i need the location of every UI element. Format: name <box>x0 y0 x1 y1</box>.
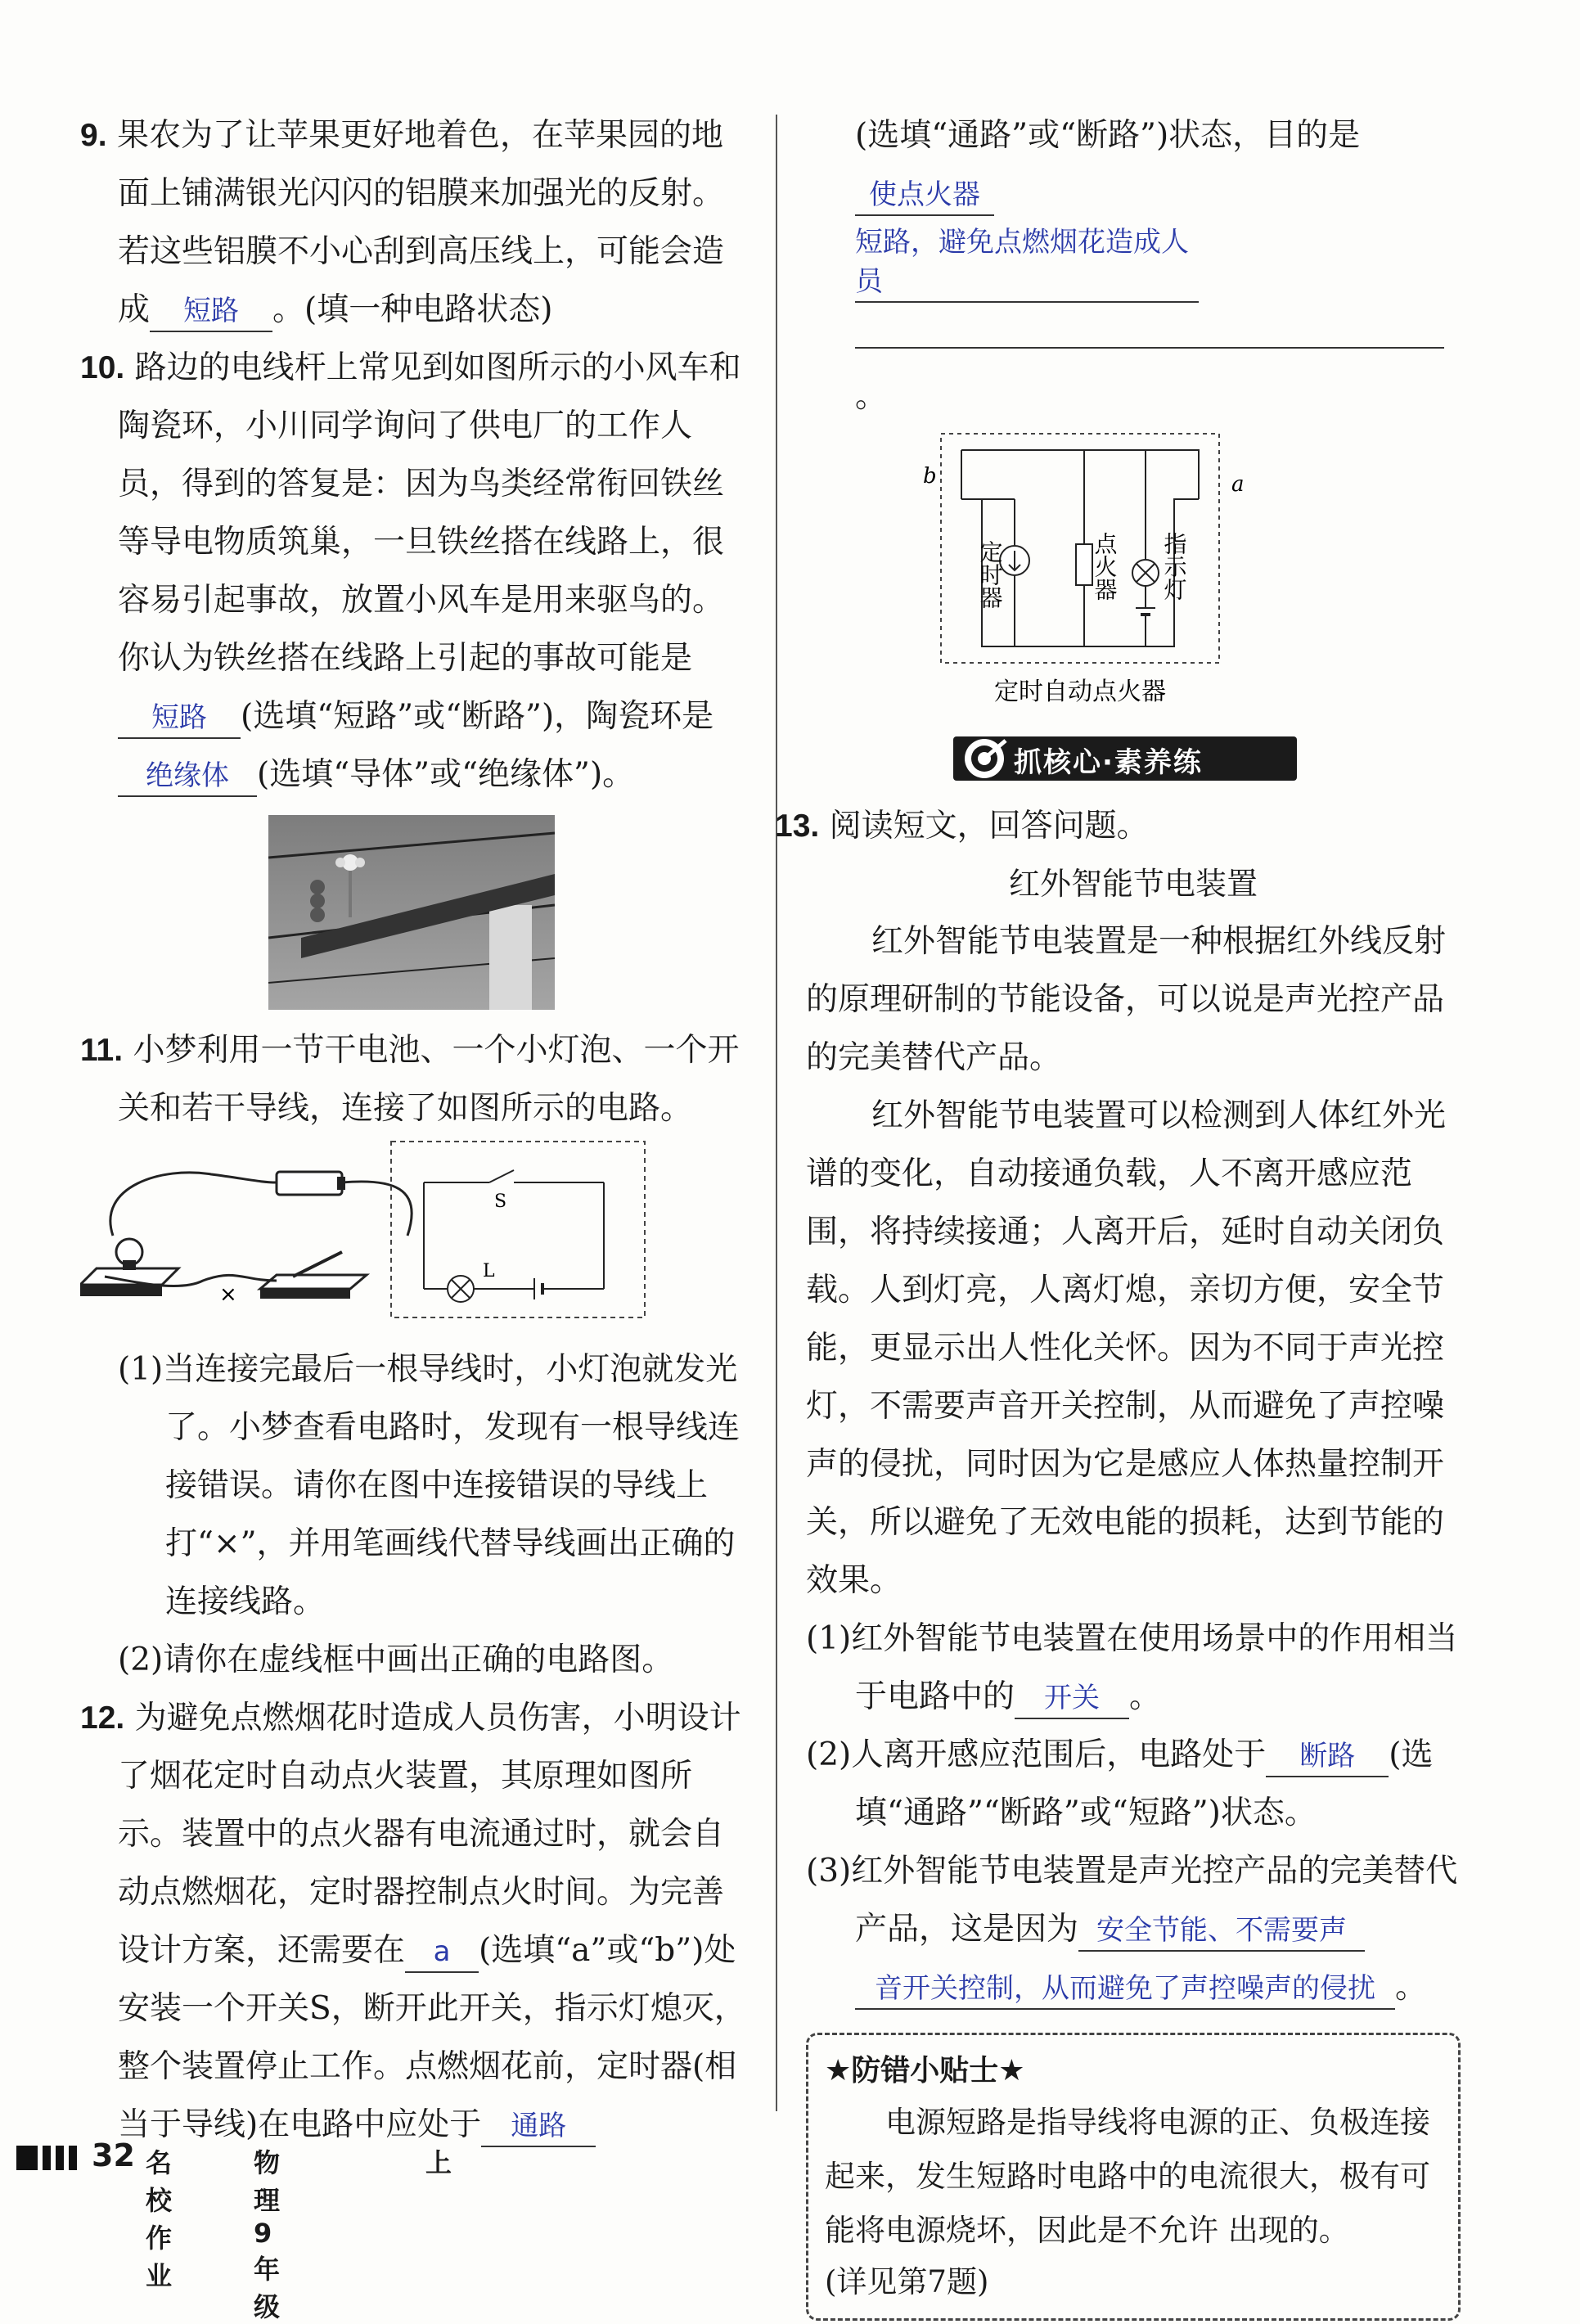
question-text: 阅读短文，回答问题。 <box>829 808 1149 844</box>
answer-blank[interactable]: 通路 <box>481 2106 596 2147</box>
label-s: S <box>494 1191 507 1212</box>
passage-paragraph-2: 红外智能节电装置可以检测到人体红外光谱的变化，自动接通负载，人不离开感应范围，将持续接通；人离开后，延时自动关闭负载。人到灯亮，人离灯熄，亲切方便，安全节能，更显示出人性化关怀。因为不同于声光控灯，不需要声音开关控制，从而避免了声控噪声的侵扰，同时因为它是感应人体热量控制开关，所以避免了无效电能的损耗，达到节能的效果。 <box>806 1097 1447 1599</box>
q11-sub2: (2)请你在虚线框中画出正确的电路图。 <box>118 1642 674 1678</box>
label-timer: 定时器 <box>976 540 1004 609</box>
answer-blank[interactable]: 断路 <box>1266 1736 1389 1777</box>
question-12 <box>80 1689 751 2154</box>
question-text: 路边的电线杆上常见到如图所示的小风车和陶瓷环，小川同学询问了供电厂的工作人员，得到的答复是：因为鸟类经常衔回铁丝等导电物质筑巢，一旦铁丝搭在线路上，很容易引起事故，放置小风车是用来驱鸟的。你认为铁丝搭在线路上引起的事故可能是 <box>118 349 741 677</box>
banner-text: 抓核心·素养练 <box>1014 746 1203 779</box>
book-title: 名校作业 <box>146 2147 173 2291</box>
left-column <box>80 106 751 2154</box>
tip-text: 电源短路是指导线将电源的正、负极连接起来，发生短路时电路中的电流很大，极有可能将电源烧坏，因此是不允许 出现的。 <box>825 2105 1430 2248</box>
question-number: 9. <box>80 118 107 153</box>
question-text: 。(填一种电路状态) <box>272 291 553 328</box>
q13-sub1 <box>806 1610 1461 1726</box>
answer-blank-line[interactable] <box>855 347 1444 349</box>
tip-reference: (详见第7题) <box>825 2264 989 2299</box>
question-number: 13. <box>775 808 820 844</box>
error-tip-box <box>806 2033 1461 2321</box>
q13-sub3 <box>806 1842 1461 2016</box>
label-b: b <box>923 464 937 489</box>
subject-grade: 物理9年级 <box>254 2147 281 2322</box>
question-text: (选填“短路”或“断路”)，陶瓷环是 <box>241 698 714 735</box>
question-text: (3)红外智能节电装置是声光控产品的完美替代产品，这是因为 <box>806 1853 1458 1948</box>
question-11 <box>80 1021 751 1137</box>
column-divider <box>776 115 777 2111</box>
circuit-diagram-dashed-box <box>391 1142 645 1317</box>
label-lamp: 指示灯 <box>1160 532 1188 601</box>
question-text: (选填“通路”或“断路”)状态，目的是 <box>855 117 1361 154</box>
label-a: a <box>1231 472 1245 497</box>
circuit-figures <box>80 1137 710 1326</box>
right-column <box>775 106 1461 2321</box>
question-text: 为避免点燃烟花时造成人员伤害，小明设计了烟花定时自动点火装置，其原理如图所示。装置中的点火器有电流通过时，就会自动点燃烟花，定时器控制点火时间。为完善设计方案，还需要在 <box>118 1700 741 1969</box>
question-text: 小梦利用一节干电池、一个小灯泡、一个开关和若干导线，连接了如图所示的电路。 <box>118 1032 740 1127</box>
passage-paragraph-1: 红外智能节电装置是一种根据红外线反射的原理研制的节能设备，可以说是声光控产品的完美替代产品。 <box>806 923 1447 1076</box>
bars-icon <box>16 2144 82 2172</box>
question-text: (1)红外智能节电装置在使用场景中的作用相当于电路中的 <box>806 1620 1458 1715</box>
answer-blank[interactable]: 使点火器 <box>855 175 994 216</box>
windmill-insulator-photo <box>268 815 555 1010</box>
question-number: 11. <box>80 1033 124 1068</box>
answer-blank[interactable]: 音开关控制，从而避免了声控噪声的侵扰 <box>855 1969 1395 2010</box>
question-text: 。 <box>855 378 888 415</box>
section-banner <box>953 732 1297 789</box>
label-igniter: 点火器 <box>1091 532 1119 601</box>
physical-circuit-drawing <box>80 1172 412 1307</box>
svg-text:×: × <box>219 1282 237 1307</box>
page-number: 32 <box>92 2137 135 2173</box>
figure-caption: 定时自动点火器 <box>994 678 1166 706</box>
question-number: 12. <box>80 1700 125 1736</box>
question-text: (2)人离开感应范围后，电路处于 <box>806 1736 1267 1773</box>
question-text: (选填“导体”或“绝缘体”)。 <box>257 756 635 793</box>
target-icon <box>960 734 1009 783</box>
answer-blank[interactable]: 开关 <box>1015 1678 1129 1719</box>
answer-blank[interactable]: 短路 <box>150 291 272 332</box>
timer-igniter-circuit <box>806 426 1461 720</box>
question-text: 果农为了让苹果更好地着色，在苹果园的地面上铺满银光闪闪的铝膜来加强光的反射。若这些铝膜不小心刮到高压线上，可能会造成 <box>116 117 725 328</box>
answer-blank[interactable]: a <box>405 1932 479 1973</box>
volume: 上 <box>425 2147 452 2178</box>
answer-blank[interactable]: 安全节能、不需要声 <box>1078 1911 1365 1952</box>
question-12-continued <box>806 106 1461 426</box>
answer-blank[interactable]: 短路，避免点燃烟花造成人员 <box>855 223 1199 303</box>
answer-blank[interactable]: 绝缘体 <box>118 756 257 797</box>
question-text: 。 <box>1395 1969 1428 2006</box>
label-l: L <box>483 1261 495 1281</box>
passage-title: 红外智能节电装置 <box>1008 866 1258 902</box>
question-text: (选填“通路”“断路”或“短路”)状态。 <box>855 1736 1434 1831</box>
question-10 <box>80 339 751 804</box>
q13-sub2 <box>806 1726 1461 1842</box>
q11-sub1: (1)当连接完最后一根导线时，小灯泡就发光了。小梦查看电路时，发现有一根导线连接错误。请你在图中连接错误的导线上打“×”，并用笔画线代替导线画出正确的连接线路。 <box>118 1351 740 1620</box>
question-13 <box>775 797 1461 855</box>
question-text: (选填“a”或“b”)处安装一个开关S，断开此开关，指示灯熄灭，整个装置停止工作。点燃烟花前，定时器(相当于导线)在电路中应处于 <box>118 1932 746 2143</box>
question-text: 。 <box>1129 1678 1162 1715</box>
tip-heading: ★防错小贴士★ <box>825 2054 1025 2088</box>
answer-blank[interactable]: 短路 <box>118 698 241 739</box>
question-number: 10. <box>80 350 125 385</box>
question-9 <box>80 106 751 339</box>
